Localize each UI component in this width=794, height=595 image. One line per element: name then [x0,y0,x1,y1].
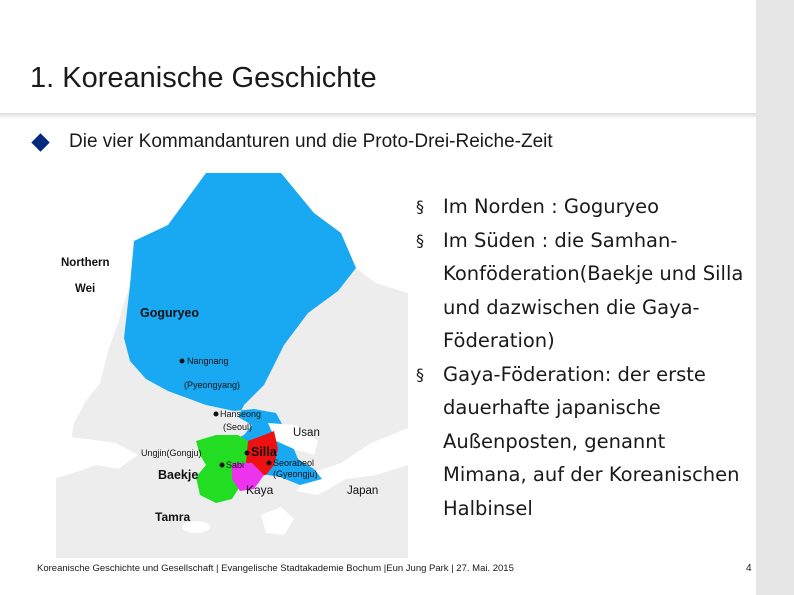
nangnang-dot [180,359,185,364]
title-band [0,0,756,113]
bullet-item [412,190,752,224]
map-label-seorabeol: Seorabeol [273,458,315,468]
map-label-pyeongyang: (Pyeongyang) [184,380,241,390]
hanseong-dot [214,412,219,417]
section-bullet-icon: § [416,230,424,250]
slide-subtitle: Die vier Kommandanturen und die Proto-Drei-Reiche-Zeit [69,131,553,152]
korea-map-svg [56,173,408,558]
map-label-seoul: (Seoul) [223,422,253,432]
footer-text: Koreanische Geschichte und Gesellschaft | Evangelische Stadtakademie Bochum |Eun Jung Park | 27. Mai. 2015 [37,563,514,574]
subtitle-row [30,131,553,153]
bullet-text: Gaya-Föderation: der erste dauerhafte japanische Außenposten, genannt Mimana, auf der Koreanischen Halbinsel [443,362,740,520]
map-label-tamra: Tamra [155,510,191,524]
section-bullet-icon: § [416,364,424,384]
right-margin-strip [756,0,794,595]
map-label-sabi: Sabi [226,460,245,470]
map-label-usan: Usan [293,427,320,439]
diamond-bullet-icon [31,133,49,151]
title-band-shadow [0,113,756,119]
map-label-nangnang: Nangnang [187,356,229,366]
seorabeol-dot [267,461,272,466]
sabi-dot [220,463,225,468]
map-label-silla: Silla [251,445,277,459]
map-label-goguryeo: Goguryeo [140,306,200,320]
map-label-northern: Northern [61,257,110,269]
map-label-baekje: Baekje [158,468,199,482]
page-number: 4 [746,563,752,574]
map-label-kaya: Kaya [246,483,274,497]
kyushu-island [261,507,294,535]
ungjin-dot [245,451,250,456]
map-label-ungjin: Ungjin(Gongju) [141,448,202,458]
map-label-hanseong: Hanseong [220,409,262,419]
section-bullet-icon: § [416,197,424,216]
map-label-wei: Wei [75,283,96,295]
shandong-peninsula [56,435,138,478]
bullet-text: Im Norden : Goguryeo [443,195,660,218]
map-label-gyeongju: (Gyeongju) [273,469,318,479]
map-label-japan: Japan [347,485,379,497]
bullet-list [412,190,752,525]
bullet-text: Im Süden : die Samhan-Konföderation(Baekje und Silla und dazwischen die Gaya-Föderation) [443,228,744,352]
bullet-item [412,358,752,526]
bullet-item [412,224,752,358]
korea-map [56,173,408,558]
slide-title: 1. Koreanische Geschichte [30,62,377,94]
